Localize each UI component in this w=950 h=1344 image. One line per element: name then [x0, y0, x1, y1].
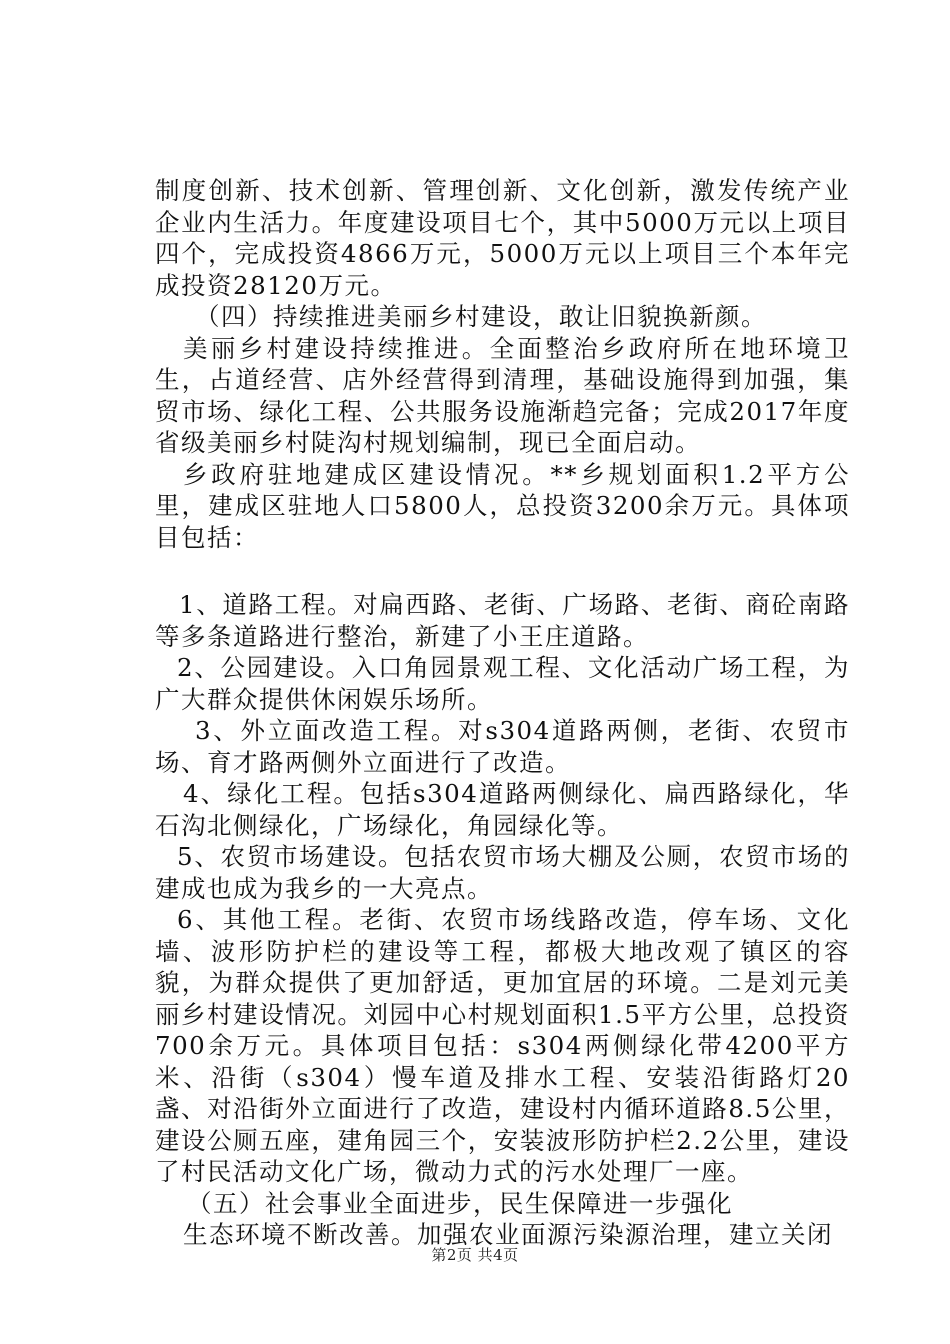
- document-body: [155, 175, 850, 1251]
- paragraph: 4、绿化工程。包括s304道路两侧绿化、扁西路绿化，华石沟北侧绿化，广场绿化，角园绿化等。: [155, 779, 850, 840]
- paragraph: 制度创新、技术创新、管理创新、文化创新，激发传统产业企业内生活力。年度建设项目七个，其中5000万元以上项目四个，完成投资4866万元，5000万元以上项目三个本年完成投资28120万元。: [155, 176, 850, 300]
- paragraph: （四）持续推进美丽乡村建设，敢让旧貌换新颜。: [195, 302, 767, 331]
- paragraph: 生态环境不断改善。加强农业面源污染源治理，建立关闭: [183, 1220, 833, 1249]
- paragraph: （五）社会事业全面进步，民生保障进一步强化: [187, 1188, 733, 1218]
- paragraph: 3、外立面改造工程。对s304道路两侧，老街、农贸市场、育才路两侧外立面进行了改造。: [155, 716, 850, 777]
- paragraph: 6、其他工程。老街、农贸市场线路改造，停车场、文化墙、波形防护栏的建设等工程，都极大地改观了镇区的容貌，为群众提供了更加舒适，更加宜居的环境。二是刘元美丽乡村建设情况。刘园中心村规划面积1.5平方公里，总投资700余万元。具体项目包括：s304两侧绿化带4200平方米、沿街（s304）慢车道及排水工程、安装沿街路灯20盏、对沿街外立面进行了改造，建设村内循环道路8.5公里，建设公厕五座，建角园三个，安装波形防护栏2.2公里，建设了村民活动文化广场，微动力式的污水处理厂一座。: [155, 905, 850, 1186]
- paragraph: 2、公园建设。入口角园景观工程、文化活动广场工程，为广大群众提供休闲娱乐场所。: [155, 653, 850, 714]
- paragraph: 5、农贸市场建设。包括农贸市场大棚及公厕，农贸市场的建成也成为我乡的一大亮点。: [155, 842, 850, 903]
- page-footer: 第2页 共4页: [431, 1246, 519, 1264]
- paragraph: 乡政府驻地建成区建设情况。**乡规划面积1.2平方公里，建成区驻地人口5800人，总投资3200余万元。具体项目包括：: [155, 459, 850, 552]
- paragraph: 1、道路工程。对扁西路、老街、广场路、老街、商砼南路等多条道路进行整治，新建了小王庄道路。: [155, 590, 850, 651]
- paragraph: 美丽乡村建设持续推进。全面整治乡政府所在地环境卫生，占道经营、店外经营得到清理，基础设施得到加强，集贸市场、绿化工程、公共服务设施渐趋完备；完成2017年度省级美丽乡村陡沟村规划编制，现已全面启动。: [155, 333, 850, 457]
